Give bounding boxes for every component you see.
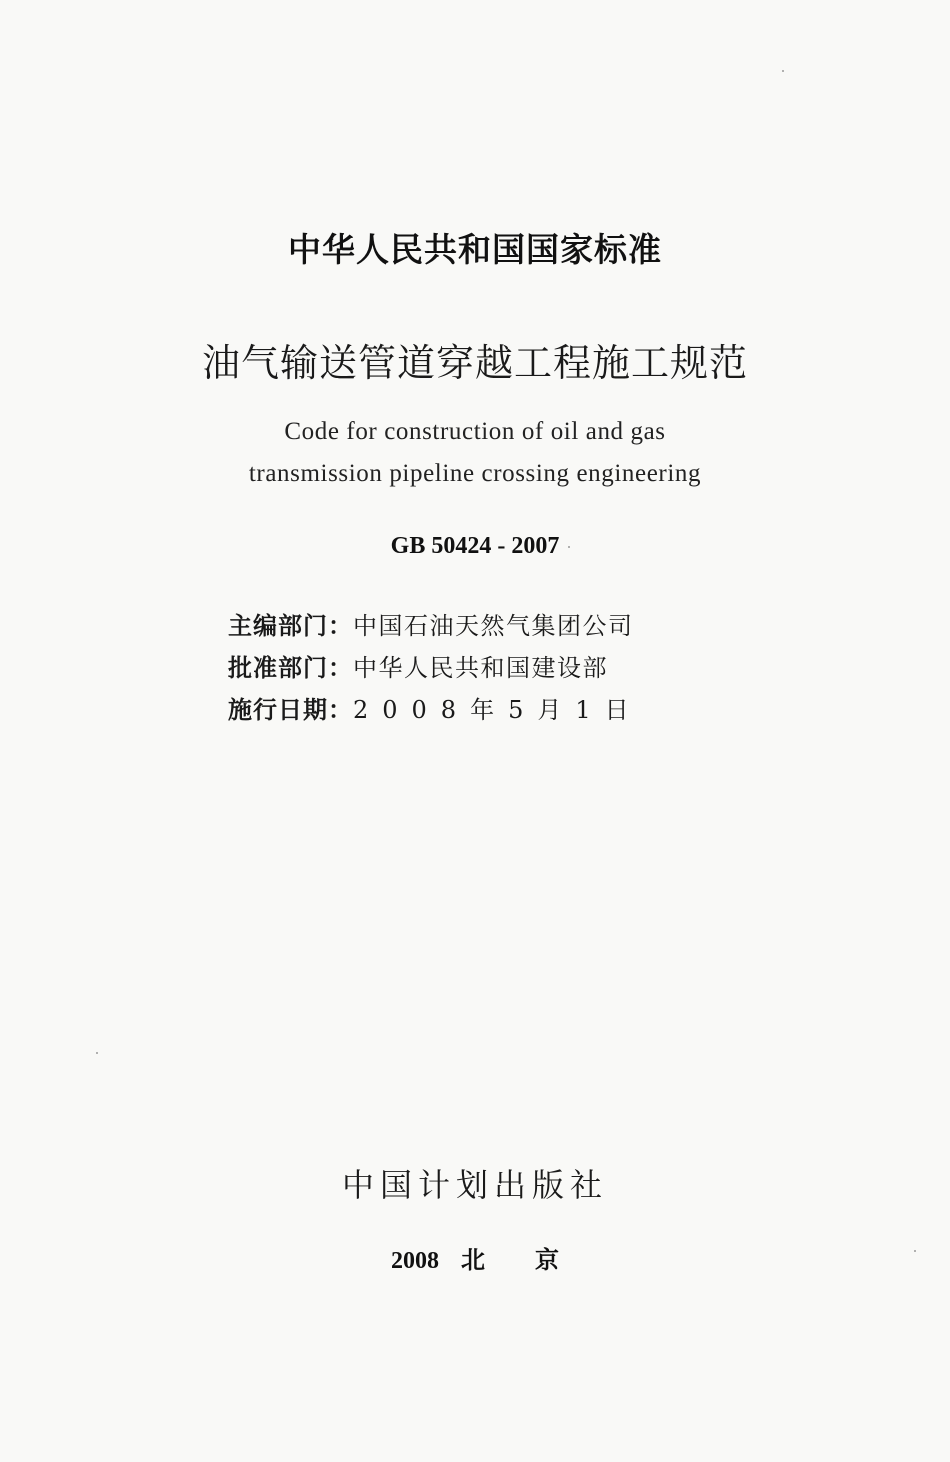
editor-value: 中国石油天然气集团公司 [353,612,634,640]
editor-label: 主编部门： [228,612,353,640]
approver-value: 中华人民共和国建设部 [353,654,608,682]
date-value: 2008年5月1日 [353,696,643,724]
title-english-line-1: Code for construction of oil and gas [284,418,666,445]
meta-row-date [228,690,688,725]
imprint-city-2: 京 [535,1248,559,1274]
series-title: 中华人民共和国国家标准 [288,230,662,269]
imprint [0,1240,950,1275]
approver-label: 批准部门： [228,654,353,682]
scan-speck [96,1052,98,1054]
meta-row-editor [228,606,688,641]
standard-code: GB 50424 - 2007 [390,533,560,559]
date-label: 施行日期： [228,696,353,724]
imprint-city-1: 北 [461,1248,485,1274]
meta-row-approver [228,648,688,683]
title-chinese: 油气输送管道穿越工程施工规范 [201,341,748,385]
scan-speck [782,70,784,72]
imprint-year: 2008 [391,1248,439,1274]
publisher: 中国计划出版社 [341,1166,608,1204]
title-english-line-2: transmission pipeline crossing engineering [248,460,702,487]
